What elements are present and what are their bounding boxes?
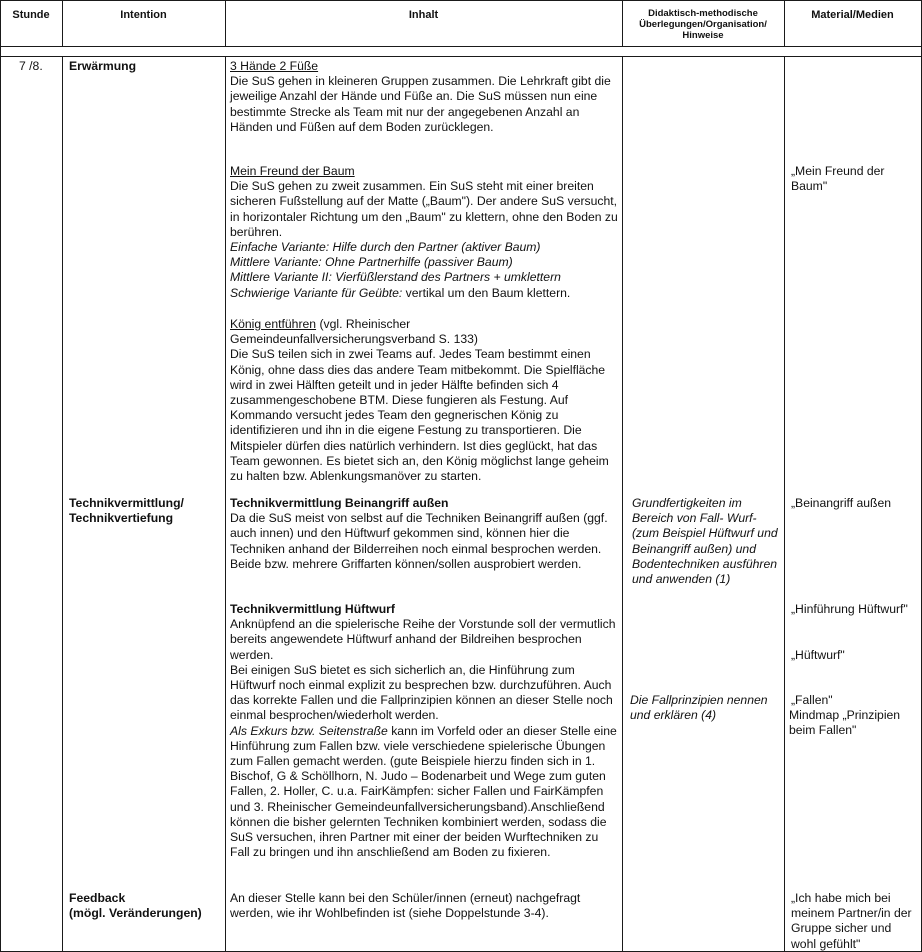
col-border-1 xyxy=(62,0,63,47)
content-block-beinangriff: Technikvermittlung Beinangriff außen Da die SuS meist von selbst auf die Techniken Beinangriff außen (ggf. auch innen) und den Hüftwurf gekommen sind, können hier die Techniken anhand der Bilderreihen noch einmal besprochen werden. Beide bzw. mehrere Griffarten können/sollen ausprobiert werden. xyxy=(230,496,618,572)
content-block-baum: Mein Freund der Baum Die SuS gehen zu zweit zusammen. Ein SuS steht mit einer breiten sicheren Fußstellung auf der Matte („Baum"). Der andere SuS versucht, in horizontaler Richtung um den „Baum" zu klettern, ohne den Boden zu berühren. Einfache Variante: Hilfe durch den Partner (aktiver Baum) Mittlere Variante: Ohne Partnerhilfe (passiver Baum) Mittlere Variante II: Vierfüßlerstand des Partners + umklettern Schwierige Variante für Geübte: vertikal um den Baum klettern. xyxy=(230,164,618,300)
header-didaktik: Didaktisch-methodische Überlegungen/Organisation/ Hinweise xyxy=(639,8,767,41)
col-border-1b xyxy=(62,56,63,952)
header-intention: Intention xyxy=(120,9,167,21)
header-material: Material/Medien xyxy=(811,9,894,21)
didaktik-fallprinzipien: Die Fallprinzipien nennen und erklären (4) xyxy=(630,693,768,723)
header-inhalt: Inhalt xyxy=(408,9,439,21)
didaktik-grundfertigkeiten: Grundfertigkeiten im Bereich von Fall- Wurf- (zum Beispiel Hüftwurf und Beinangriff außen) und Bodentechniken ausführen und anwenden (1) xyxy=(632,496,778,587)
content-title-koenig: König entführen xyxy=(230,317,317,331)
intention-feedback: Feedback (mögl. Veränderungen) xyxy=(69,891,202,921)
col-border-4b xyxy=(784,56,785,952)
content-title-baum: Mein Freund der Baum xyxy=(230,164,355,178)
intention-technik: Technikvermittlung/ Technikvertiefung xyxy=(69,496,184,526)
intention-warmup: Erwärmung xyxy=(69,59,137,73)
col-border-0 xyxy=(0,0,1,952)
material-mindmap: Mindmap „Prinzipien beim Fallen" xyxy=(789,708,901,738)
material-fallen: „Fallen" xyxy=(791,693,833,707)
content-title-beinangriff: Technikvermittlung Beinangriff außen xyxy=(230,496,449,510)
material-baum: „Mein Freund der Baum" xyxy=(791,164,885,194)
col-border-2 xyxy=(225,0,226,47)
content-block-3-haende: 3 Hände 2 Füße Die SuS gehen in kleineren Gruppen zusammen. Die Lehrkraft gibt die jeweilige Anzahl der Hände und Füße an. Die SuS müssen nun eine bestimmte Strecke als Team mit nur der angegebenen Anzahl an Händen und Füßen auf dem Boden zurücklegen. xyxy=(230,59,618,135)
material-feedback: „Ich habe mich bei meinem Partner/in der Gruppe sicher und wohl gefühlt" xyxy=(791,891,912,951)
col-border-4 xyxy=(784,0,785,47)
material-hinfuehrung: „Hinführung Hüftwurf" xyxy=(791,602,908,616)
content-block-koenig: König entführen (vgl. Rheinischer Gemeindeunfallversicherungsverband S. 133) Die SuS teilen sich in zwei Teams auf. Jedes Team bestimmt einen König, ohne dass dies das andere Team mitbekommt. Die Spielfläche wird in zwei Hälften geteilt und in jeder Hälfte befinden sich 4 zusammengeschobene BTM. Diese fungieren als Festung. Auf Kommando versucht jedes Team den gegnerischen König zu identifizieren und ihn in die eigene Festung zu transportieren. Die Mitspieler dürfen dies natürlich verhindern. Ist dies geglückt, hat das Team gewonnen. Es bietet sich an, den König möglichst lange geheim zu halten bzw. Ablenkungsmanöver zu starten. xyxy=(230,317,609,484)
content-title-hueftwurf: Technikvermittlung Hüftwurf xyxy=(230,602,395,616)
content-block-hueftwurf: Technikvermittlung Hüftwurf Anknüpfend an die spielerische Reihe der Vorstunde soll der vermutlich bereits angewendete Hüftwurf anhand der Bildreihen besprochen werden. Bei einigen SuS bietet es sich sicherlich an, die Hinführung zum Hüftwurf noch einmal explizit zu besprechen bzw. durchzuführen. Auch das korrekte Fallen und die Fallprinzipien können an dieser Stelle noch einmal besprochen/wiederholt werden. Als Exkurs bzw. Seitenstraße kann im Vorfeld oder an dieser Stelle eine Hinführung zum Fallen bzw. viele verschiedene spielerische Übungen zum Fallen gemacht werden. (gute Beispiele hierzu finden sich in 1. Bischof, G & Schöllhorn, N. Judo – Bodenarbeit und Wege zum guten Fallen, 2. Holler, C. u.a. FairKämpfen: sicher Fallen und FairKämpfen und 3. Rheinischer Gemeindeunfallversicherungsband).Anschließend können die bisher gelernten Techniken kombiniert werden, sodass die SuS versuchen, ihren Partner mit einer der beiden Wurftechniken zu Fall zu bringen und ihn anschließend am Boden zu fixieren. xyxy=(230,602,617,860)
content-block-feedback: An dieser Stelle kann bei den Schüler/innen (erneut) nachgefragt werden, wie ihr Wohlbefinden ist (siehe Doppelstunde 3-4). xyxy=(230,891,581,921)
material-hueftwurf: „Hüftwurf" xyxy=(791,648,845,662)
col-border-2b xyxy=(225,56,226,952)
col-border-3b xyxy=(622,56,623,952)
content-title-3-haende: 3 Hände 2 Füße xyxy=(230,59,319,73)
stunde-value: 7 /8. xyxy=(19,59,43,73)
header-stunde: Stunde xyxy=(12,9,50,21)
material-beinangriff: „Beinangriff außen xyxy=(791,496,892,510)
